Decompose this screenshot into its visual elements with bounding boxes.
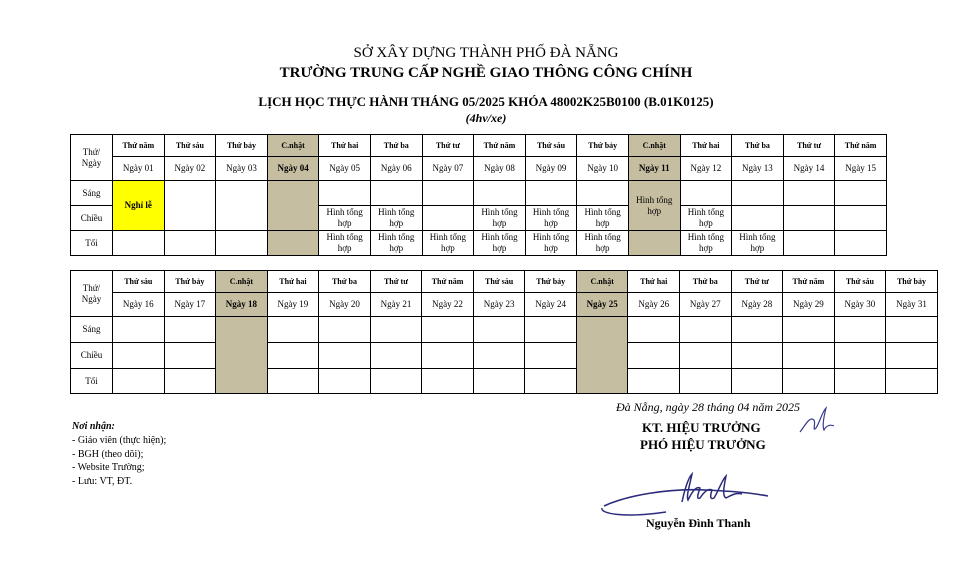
date-cell: Ngày 31 <box>886 293 938 317</box>
session-cell <box>525 369 577 394</box>
day-header: Thứ sáu <box>525 135 577 157</box>
session-cell <box>783 231 835 256</box>
session-cell <box>525 317 577 343</box>
day-header: Thứ tư <box>422 135 474 157</box>
session-cell <box>267 369 319 394</box>
session-cell <box>216 231 268 256</box>
recipients-title: Nơi nhận: <box>72 421 115 432</box>
date-cell: Ngày 28 <box>731 293 783 317</box>
row-label-chieu: Chiều <box>71 343 113 369</box>
session-cell <box>319 343 371 369</box>
row-label-toi: Tối <box>71 231 113 256</box>
session-cell: Hình tổng hợp <box>474 231 526 256</box>
day-header: Thứ tư <box>731 271 783 293</box>
day-header: Thứ hai <box>628 271 680 293</box>
session-cell <box>886 369 938 394</box>
day-header: Thứ năm <box>474 135 526 157</box>
session-cell <box>680 181 732 206</box>
recipient-item: - Website Trường; <box>72 462 145 473</box>
session-cell <box>731 343 783 369</box>
date-cell: Ngày 03 <box>216 157 268 181</box>
row-header-thu-ngay: Thứ/ Ngày <box>71 135 113 181</box>
signer-name: Nguyễn Đình Thanh <box>646 516 751 530</box>
day-header: Thứ năm <box>783 271 835 293</box>
day-header: Thứ bảy <box>216 135 268 157</box>
merged-empty-cell <box>164 181 216 231</box>
session-cell <box>577 181 629 206</box>
day-header: Thứ hai <box>319 135 371 157</box>
session-cell: Hình tổng hợp <box>319 206 371 231</box>
session-cell <box>886 317 938 343</box>
vice-principal-title: PHÓ HIỆU TRƯỞNG <box>640 437 766 452</box>
kt-title: KT. HIỆU TRƯỞNG <box>642 420 761 435</box>
session-cell <box>628 317 680 343</box>
session-cell <box>680 343 732 369</box>
school-name: TRƯỜNG TRUNG CẤP NGHỀ GIAO THÔNG CÔNG CHÍNH <box>279 65 693 81</box>
schedule-table-week1 <box>70 134 887 256</box>
sunday-cell <box>216 317 268 394</box>
date-cell: Ngày 09 <box>525 157 577 181</box>
date-cell: Ngày 21 <box>370 293 422 317</box>
schedule-subtitle: (4hv/xe) <box>465 111 507 125</box>
session-cell <box>886 343 938 369</box>
date-cell: Ngày 02 <box>164 157 216 181</box>
session-cell <box>783 343 835 369</box>
date-cell: Ngày 12 <box>680 157 732 181</box>
date-cell: Ngày 17 <box>164 293 216 317</box>
session-cell <box>525 181 577 206</box>
date-cell: Ngày 01 <box>113 157 165 181</box>
date-cell-sunday: Ngày 04 <box>267 157 319 181</box>
session-cell <box>474 181 526 206</box>
session-cell <box>473 369 525 394</box>
session-cell <box>422 206 474 231</box>
date-cell: Ngày 27 <box>680 293 732 317</box>
session-cell: Hình tổng hợp <box>319 231 371 256</box>
day-header: Thứ ba <box>680 271 732 293</box>
session-cell <box>422 181 474 206</box>
session-cell <box>319 181 371 206</box>
place-date: Đà Nẵng, ngày 28 tháng 04 năm 2025 <box>616 400 800 414</box>
session-cell <box>835 206 887 231</box>
session-cell <box>267 317 319 343</box>
day-header: Thứ sáu <box>113 271 165 293</box>
session-cell <box>628 343 680 369</box>
session-cell <box>525 343 577 369</box>
day-header: Thứ hai <box>680 135 732 157</box>
session-cell <box>731 317 783 343</box>
day-header: Thứ bảy <box>525 271 577 293</box>
day-header: Thứ sáu <box>164 135 216 157</box>
session-cell: Hình tổng hợp <box>525 206 577 231</box>
schedule-table-week2 <box>70 270 938 394</box>
day-header-sunday: C.nhật <box>576 271 628 293</box>
session-cell <box>834 343 886 369</box>
day-header: Thứ tư <box>370 271 422 293</box>
date-cell: Ngày 14 <box>783 157 835 181</box>
recipient-item: - Giáo viên (thực hiện); <box>72 435 167 446</box>
session-cell <box>113 317 165 343</box>
day-header: Thứ bảy <box>577 135 629 157</box>
day-header-sunday: C.nhật <box>267 135 319 157</box>
date-cell-sunday: Ngày 25 <box>576 293 628 317</box>
date-cell: Ngày 16 <box>113 293 165 317</box>
day-header: Thứ năm <box>113 135 165 157</box>
session-cell: Hình tổng hợp <box>680 206 732 231</box>
row-label-toi: Tối <box>71 369 113 394</box>
date-cell: Ngày 10 <box>577 157 629 181</box>
session-cell <box>422 369 474 394</box>
session-cell <box>370 181 422 206</box>
holiday-cell: Nghỉ lễ <box>113 181 165 231</box>
session-cell: Hình tổng hợp <box>422 231 474 256</box>
date-cell: Ngày 26 <box>628 293 680 317</box>
day-header: Thứ năm <box>835 135 887 157</box>
row-label-sang: Sáng <box>71 181 113 206</box>
session-cell <box>783 317 835 343</box>
session-cell: Hình tổng hợp <box>577 231 629 256</box>
row-label-sang: Sáng <box>71 317 113 343</box>
date-cell: Ngày 23 <box>473 293 525 317</box>
day-header: Thứ sáu <box>834 271 886 293</box>
recipient-item: - BGH (theo dõi); <box>72 449 144 460</box>
session-cell <box>680 317 732 343</box>
session-cell <box>783 206 835 231</box>
session-cell <box>834 369 886 394</box>
department-name: SỞ XÂY DỰNG THÀNH PHỐ ĐÀ NẴNG <box>353 45 619 61</box>
day-header: Thứ ba <box>732 135 784 157</box>
session-cell: Hình tổng hợp <box>680 231 732 256</box>
day-header: Thứ hai <box>267 271 319 293</box>
session-cell <box>680 369 732 394</box>
recipient-item: - Lưu: VT, ĐT. <box>72 476 133 487</box>
session-cell <box>164 317 216 343</box>
day-header: Thứ năm <box>422 271 474 293</box>
date-cell: Ngày 29 <box>783 293 835 317</box>
day-header: Thứ ba <box>370 135 422 157</box>
date-cell: Ngày 30 <box>834 293 886 317</box>
date-cell: Ngày 05 <box>319 157 371 181</box>
date-cell: Ngày 07 <box>422 157 474 181</box>
session-cell: Hình tổng hợp <box>370 206 422 231</box>
date-cell: Ngày 19 <box>267 293 319 317</box>
session-cell <box>473 317 525 343</box>
date-cell: Ngày 20 <box>319 293 371 317</box>
sunday-cell <box>628 181 680 231</box>
date-cell: Ngày 22 <box>422 293 474 317</box>
sunday-cell <box>267 231 319 256</box>
day-header: Thứ sáu <box>473 271 525 293</box>
session-cell <box>835 231 887 256</box>
session-cell <box>113 231 165 256</box>
session-cell <box>319 317 371 343</box>
session-cell <box>783 369 835 394</box>
session-cell <box>473 343 525 369</box>
day-header-sunday: C.nhật <box>628 135 680 157</box>
day-header: Thứ bảy <box>886 271 938 293</box>
sunday-cell <box>576 317 628 394</box>
row-header-thu-ngay: Thứ/ Ngày <box>71 271 113 317</box>
session-cell <box>370 343 422 369</box>
session-cell <box>628 369 680 394</box>
session-cell <box>370 369 422 394</box>
date-cell: Ngày 06 <box>370 157 422 181</box>
day-header: Thứ ba <box>319 271 371 293</box>
session-cell <box>835 181 887 206</box>
date-cell: Ngày 13 <box>732 157 784 181</box>
row-label-chieu: Chiều <box>71 206 113 231</box>
date-cell: Ngày 15 <box>835 157 887 181</box>
session-cell <box>164 369 216 394</box>
session-cell: Hình tổng hợp <box>370 231 422 256</box>
session-cell <box>422 343 474 369</box>
session-cell <box>267 343 319 369</box>
date-cell-sunday: Ngày 18 <box>216 293 268 317</box>
session-cell <box>319 369 371 394</box>
session-text: Hình tổng hợp <box>636 194 673 216</box>
session-cell: Hình tổng hợp <box>732 231 784 256</box>
session-cell <box>113 343 165 369</box>
date-cell-sunday: Ngày 11 <box>628 157 680 181</box>
sunday-cell <box>628 231 680 256</box>
session-cell <box>370 317 422 343</box>
sunday-cell <box>267 181 319 231</box>
day-header-sunday: C.nhật <box>216 271 268 293</box>
date-cell: Ngày 24 <box>525 293 577 317</box>
day-header: Thứ bảy <box>164 271 216 293</box>
session-cell <box>164 231 216 256</box>
session-cell <box>164 343 216 369</box>
date-cell: Ngày 08 <box>474 157 526 181</box>
session-cell <box>731 369 783 394</box>
day-header: Thứ tư <box>783 135 835 157</box>
session-cell <box>422 317 474 343</box>
session-cell <box>732 181 784 206</box>
session-cell <box>113 369 165 394</box>
session-cell <box>834 317 886 343</box>
session-cell: Hình tổng hợp <box>577 206 629 231</box>
initial-signature-icon <box>796 402 836 438</box>
session-cell: Hình tổng hợp <box>525 231 577 256</box>
schedule-title: LỊCH HỌC THỰC HÀNH THÁNG 05/2025 KHÓA 48002K25B0100 (B.01K0125) <box>258 94 714 109</box>
session-cell <box>732 206 784 231</box>
merged-empty-cell <box>216 181 268 231</box>
session-cell: Hình tổng hợp <box>474 206 526 231</box>
session-cell <box>783 181 835 206</box>
